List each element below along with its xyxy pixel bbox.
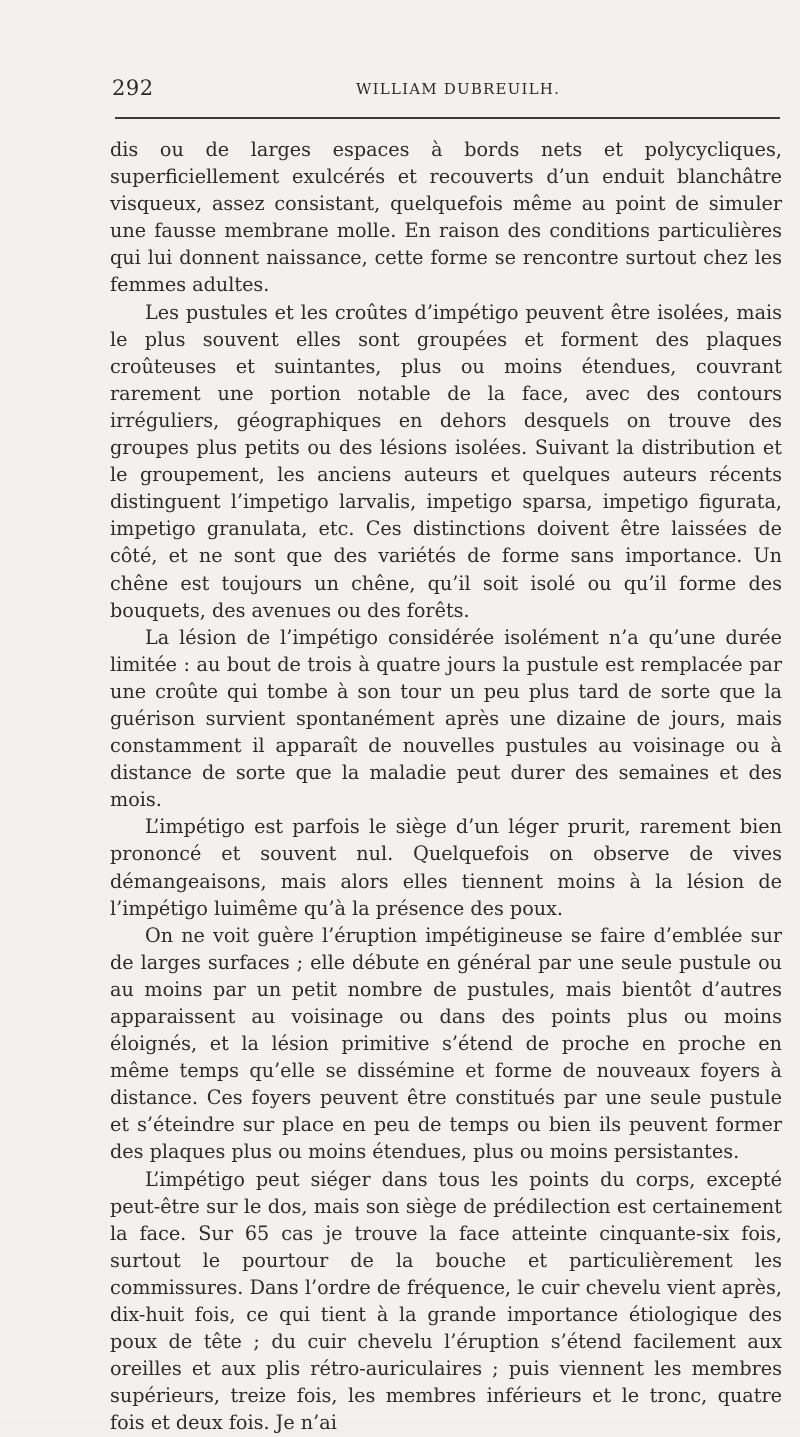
paragraph: L’impétigo peut siéger dans tous les points du corps, excepté peut-être sur le dos, mais son siège de prédilection est certainement la face. Sur 65 cas je trouve la face atteinte cinquante-six fois, surtout le pourtour de la bouche et particulièrement les commissures. Dans l’ordre de fréquence, le cuir chevelu vient après, dix-huit fois, ce qui tient à la grande importance étiologique des poux de tête ; du cuir chevelu l’éruption s’étend facilement aux oreilles et aux plis rétro-auriculaires ; puis viennent les membres supérieurs, treize fois, les membres inférieurs et le tronc, quatre fois et deux fois. Je n’ai: [110, 1167, 782, 1435]
paragraph: Les pustules et les croûtes d’impétigo peuvent être isolées, mais le plus souvent elles sont groupées et forment des plaques croûteuses et suintantes, plus ou moins étendues, couvrant rarement une portion notable de la face, avec des contours irréguliers, géographiques en dehors desquels on trouve des groupes plus petits ou des lésions isolées. Suivant la distribution et le groupement, les anciens auteurs et quelques auteurs récents distinguent l’impetigo larvalis, impetigo sparsa, impetigo figurata, impetigo granulata, etc. Ces distinctions doivent être laissées de côté, et ne sont que des variétés de forme sans importance. Un chêne est toujours un chêne, qu’il soit isolé ou qu’il forme des bouquets, des avenues ou des forêts.: [110, 300, 782, 622]
paragraph: La lésion de l’impétigo considérée isolément n’a qu’une durée limitée : au bout de trois à quatre jours la pustule est remplacée par une croûte qui tombe à son tour un peu plus tard de sorte que la guérison survient spontanément après une dizaine de jours, mais constamment il apparaît de nouvelles pustules au voisinage ou à distance de sorte que la maladie peut durer des semaines et des mois.: [110, 625, 782, 812]
running-head: WILLIAM DUBREUILH.: [356, 80, 561, 98]
page-header: [112, 70, 780, 110]
paragraph-continued: dis ou de larges espaces à bords nets et polycycliques, superficiellement exulcérés et recouverts d’un enduit blanchâtre visqueux, assez consistant, quelquefois même au point de simuler une fausse membrane molle. En raison des conditions particulières qui lui donnent naissance, cette forme se rencontre surtout chez les femmes adultes.: [110, 138, 782, 297]
body-text: [110, 136, 782, 1437]
paragraph: L’impétigo est parfois le siège d’un léger prurit, rarement bien prononcé et souvent nul. Quelquefois on observe de vives démangeaisons, mais alors elles tiennent moins à la lésion de l’impétigo luimême qu’à la présence des poux.: [110, 815, 782, 920]
header-rule: [115, 117, 780, 119]
page-number: 292: [112, 76, 154, 100]
paragraph: On ne voit guère l’éruption impétigineuse se faire d’emblée sur de larges surfaces ; elle débute en général par une seule pustule ou au moins par un petit nombre de pustules, mais bientôt d’autres apparaissent au voisinage ou dans des points plus ou moins éloignés, et la lésion primitive s’étend de proche en proche en même temps qu’elle se dissémine et forme de nouveaux foyers à distance. Ces foyers peuvent être constitués par une seule pustule et s’éteindre sur place en peu de temps ou bien ils peuvent former des plaques plus ou moins étendues, plus ou moins persistantes.: [110, 923, 782, 1164]
